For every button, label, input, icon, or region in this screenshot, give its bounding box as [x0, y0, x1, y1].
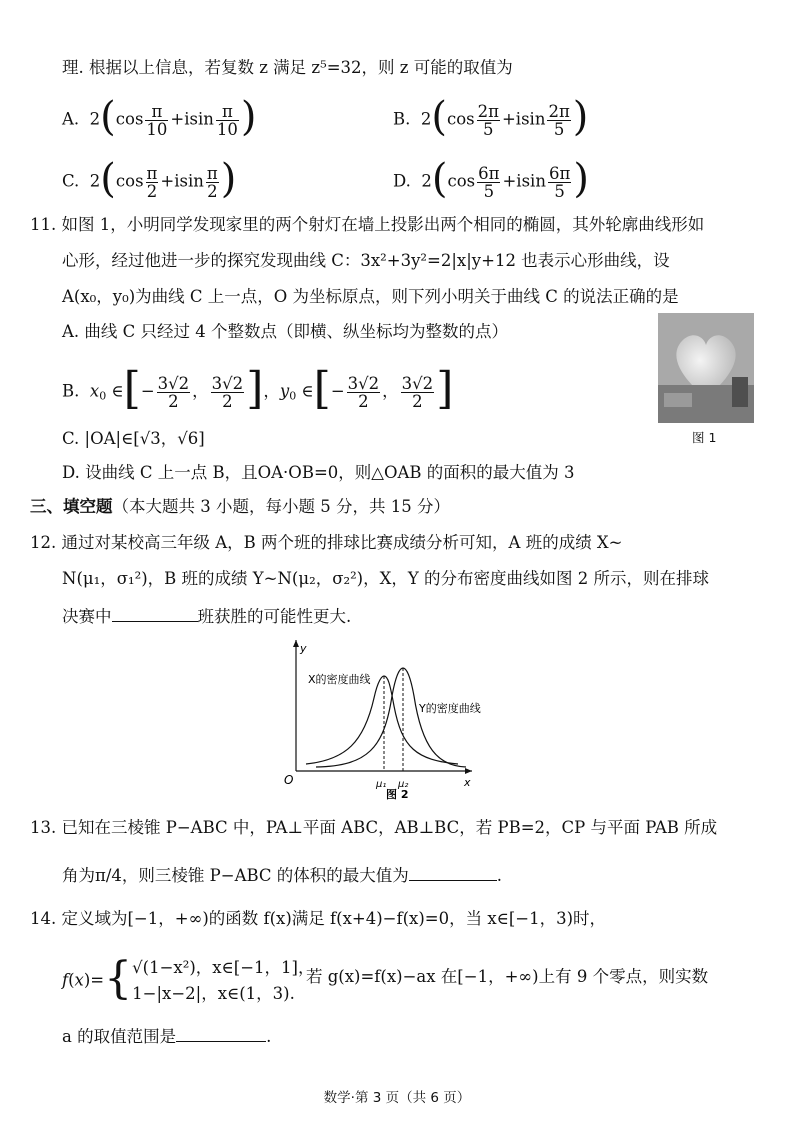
q11-line1 [30, 213, 704, 237]
q11-line3 [62, 285, 679, 309]
section-3-heading [30, 495, 450, 519]
answer-blank-14[interactable] [176, 1023, 266, 1042]
page-number: 数学·第 3 页（共 6 页） [323, 1090, 471, 1106]
x-axis-label: x [464, 776, 471, 789]
q10-option-a: A. 2(cos $\frac{\pi}{10}$ +isin $\frac{\pi}{10}$ ) [62, 94, 257, 140]
origin-label: O [284, 773, 294, 787]
q11-line2 [62, 249, 670, 273]
y-axis-label: y [300, 642, 307, 655]
q14-piece-2: 1−|x−2|，x∈(1，3). [132, 984, 295, 1003]
q14-piecewise: f(x)={ √(1−x²)，x∈[−1，1]， 1−|x−2|，x∈(1，3). [62, 955, 314, 1007]
q12-number: 12. [30, 533, 57, 552]
x-curve-label: X的密度曲线 [308, 673, 371, 686]
q13-line2: 角为π/4，则三棱锥 P−ABC 的体积的最大值为 . [62, 862, 502, 888]
q11-text-3: A(x₀，y₀)为曲线 C 上一点，O 为坐标原点，则下列小明关于曲线 C 的说法正确的是 [62, 287, 679, 306]
answer-blank-12[interactable] [112, 603, 198, 622]
q14-piece-1: √(1−x²)，x∈[−1，1]， [132, 958, 315, 977]
q14-line3: a 的取值范围是 . [62, 1023, 271, 1049]
q12-line2: N(μ₁，σ₁²)，B 班的成绩 Y~N(μ₂，σ₂²)，X，Y 的分布密度曲线如图 2 所示，则在排球 [62, 569, 709, 588]
answer-blank-13[interactable] [409, 862, 497, 881]
x-axis-arrow [465, 768, 472, 774]
figure-1-photo [658, 313, 754, 423]
q14-line1: 14. 定义域为[−1，+∞)的函数 f(x)满足 f(x+4)−f(x)=0，当 x∈[−1，3)时， [30, 909, 607, 928]
section-3-note: （本大题共 3 小题，每小题 5 分，共 15 分） [112, 497, 450, 516]
y-curve-label: Y的密度曲线 [419, 702, 481, 715]
q12-line3: 决赛中 班获胜的可能性更大. [62, 603, 351, 629]
q10-stem [62, 56, 513, 80]
q10-option-c: C. 2(cos $\frac{\pi}{2}$ +isin $\frac{\pi}{2}$ ) [62, 156, 237, 202]
q12-line1: 12. 通过对某校高三年级 A，B 两个班的排球比赛成绩分析可知，A 班的成绩 X~ [30, 533, 623, 552]
q11-option-c: C. |OA|∈[√3，√6] [62, 429, 205, 448]
q11-option-d: D. 设曲线 C 上一点 B，且OA·OB=0，则△OAB 的面积的最大值为 3 [62, 463, 575, 482]
mu1-label: μ₁ [376, 779, 387, 790]
section-3-title: 三、填空题 [30, 497, 113, 516]
figure-1-caption: 图 1 [692, 430, 717, 445]
q14-number: 14. [30, 909, 57, 928]
q11-option-b: B. $x_0$ ∈[− $\frac{3√2}{2}$ ， $\frac{3√2}{2}$ ]，$y_0$ ∈[− $\frac{3√2}{2}$ ， $\frac{3√2}{2}$ ] [62, 363, 454, 414]
q11-number: 11. [30, 215, 57, 234]
q11-text-1: 如图 1，小明同学发现家里的两个射灯在墙上投影出两个相同的椭圆，其外轮廓曲线形如 [61, 215, 705, 234]
y-axis-arrow [293, 640, 299, 647]
q13-number: 13. [30, 818, 57, 837]
q10-text: 理. 根据以上信息，若复数 z 满足 z⁵=32，则 z 可能的取值为 [62, 58, 513, 77]
mu2-label: μ₂ [398, 779, 409, 790]
q11-text-2: 心形，经过他进一步的探究发现曲线 C：3x²+3y²=2|x|y+12 也表示心形曲线，设 [62, 251, 670, 270]
figure-2-caption: 图 2 [386, 788, 409, 801]
x-density-curve [306, 676, 458, 764]
figure-2-density-plot [276, 636, 496, 804]
q14-line2-tail: 若 g(x)=f(x)−ax 在[−1，+∞)上有 9 个零点，则实数 [306, 967, 709, 986]
q13-line1: 13. 已知在三棱锥 P−ABC 中，PA⊥平面 ABC，AB⊥BC，若 PB=2，CP 与平面 PAB 所成 [30, 818, 718, 837]
q10-option-b: B. 2(cos $\frac{2\pi}{5}$ +isin $\frac{2\pi}{5}$ ) [393, 94, 589, 140]
q11-option-a: A. 曲线 C 只经过 4 个整数点（即横、纵坐标均为整数的点） [62, 322, 509, 341]
q10-option-d: D. 2(cos $\frac{6\pi}{5}$ +isin $\frac{6\pi}{5}$ ) [393, 156, 589, 202]
page-footer [0, 1086, 794, 1106]
